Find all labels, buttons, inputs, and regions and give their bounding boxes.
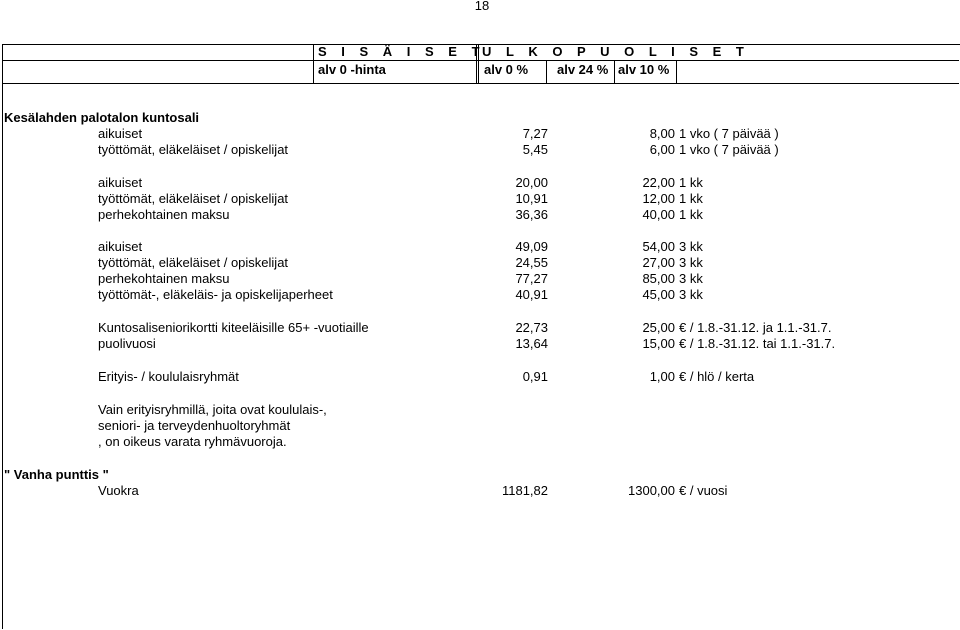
row-label: työttömät-, eläkeläis- ja opiskelijaperheet: [98, 287, 333, 302]
header-rule: [2, 60, 959, 61]
row-label: perhekohtainen maksu: [98, 271, 230, 286]
row-label: Vuokra: [98, 483, 139, 498]
price-alv: 12,00: [642, 191, 675, 206]
row-unit: € / 1.8.-31.12. tai 1.1.-31.7.: [679, 336, 836, 351]
col-divider: [614, 60, 615, 83]
section-title: " Vanha punttis ": [4, 467, 109, 482]
price-row: [0, 320, 960, 336]
section-title: Kesälahden palotalon kuntosali: [4, 110, 200, 125]
price-alv0: 22,73: [515, 320, 548, 335]
price-alv: 22,00: [642, 175, 675, 190]
row-unit: 3 kk: [679, 239, 703, 254]
price-alv0: 20,00: [515, 175, 548, 190]
note-line: , on oikeus varata ryhmävuoroja.: [98, 434, 287, 449]
row-unit: 1 kk: [679, 175, 703, 190]
price-row: [0, 369, 960, 385]
price-row: [0, 336, 960, 352]
price-row: [0, 175, 960, 191]
price-row: [0, 207, 960, 223]
row-unit: 1 kk: [679, 207, 703, 222]
price-alv0: 5,45: [522, 142, 548, 157]
price-alv: 54,00: [642, 239, 675, 254]
row-unit: 3 kk: [679, 271, 703, 286]
row-label: Kuntosaliseniorikortti kiteeläisille 65+ -vuotiaille: [98, 320, 369, 335]
header-rule: [2, 83, 959, 84]
price-alv0: 24,55: [515, 255, 548, 270]
col-divider: [546, 60, 547, 83]
price-alv0: 0,91: [522, 369, 548, 384]
row-label: aikuiset: [98, 239, 143, 254]
price-alv: 8,00: [649, 126, 675, 141]
row-unit: € / vuosi: [679, 483, 728, 498]
price-row: [0, 255, 960, 271]
row-unit: € / hlö / kerta: [679, 369, 755, 384]
price-row: [0, 483, 960, 499]
price-alv0: 7,27: [522, 126, 548, 141]
price-alv: 25,00: [642, 320, 675, 335]
note-line: seniori- ja terveydenhuoltoryhmät: [98, 418, 291, 433]
row-label: perhekohtainen maksu: [98, 207, 230, 222]
note-line: Vain erityisryhmillä, joita ovat koululais-,: [98, 402, 327, 417]
price-row: [0, 126, 960, 142]
row-label: aikuiset: [98, 126, 143, 141]
price-row: [0, 271, 960, 287]
price-alv: 6,00: [649, 142, 675, 157]
price-alv: 85,00: [642, 271, 675, 286]
row-unit: 1 vko ( 7 päivää ): [679, 126, 779, 141]
row-label: työttömät, eläkeläiset / opiskelijat: [98, 255, 289, 270]
price-alv0: 1181,82: [501, 483, 548, 498]
row-unit: 3 kk: [679, 287, 703, 302]
price-row: [0, 287, 960, 303]
price-alv0: 13,64: [515, 336, 548, 351]
price-alv0: 77,27: [515, 271, 548, 286]
row-label: aikuiset: [98, 175, 143, 190]
row-unit: 3 kk: [679, 255, 703, 270]
price-alv: 1300,00: [628, 483, 675, 498]
price-alv0: 36,36: [515, 207, 548, 222]
row-unit: 1 kk: [679, 191, 703, 206]
price-row: [0, 191, 960, 207]
row-label: työttömät, eläkeläiset / opiskelijat: [98, 191, 289, 206]
header-col-alv0-hinta: alv 0 -hinta: [318, 62, 386, 77]
price-alv0: 10,91: [515, 191, 548, 206]
col-divider: [676, 60, 677, 83]
price-row: [0, 142, 960, 158]
header-external-title: U L K O P U O L I S E T: [482, 44, 750, 59]
price-alv: 40,00: [642, 207, 675, 222]
header-col-alv10: alv 10 %: [618, 62, 670, 77]
price-alv: 45,00: [642, 287, 675, 302]
price-alv0: 49,09: [515, 239, 548, 254]
row-label: työttömät, eläkeläiset / opiskelijat: [98, 142, 289, 157]
header-col-alv24: alv 24 %: [557, 62, 609, 77]
price-alv: 1,00: [649, 369, 675, 384]
row-unit: 1 vko ( 7 päivää ): [679, 142, 779, 157]
row-unit: € / 1.8.-31.12. ja 1.1.-31.7.: [679, 320, 832, 335]
header-divider: [313, 44, 314, 84]
header-col-alv0: alv 0 %: [484, 62, 529, 77]
row-label: Erityis- / koululaisryhmät: [98, 369, 239, 384]
header-internal-title: S I S Ä I S E T: [318, 44, 486, 59]
page-number: 18: [474, 0, 490, 13]
price-alv: 15,00: [642, 336, 675, 351]
row-label: puolivuosi: [98, 336, 156, 351]
price-alv0: 40,91: [515, 287, 548, 302]
price-row: [0, 239, 960, 255]
price-alv: 27,00: [642, 255, 675, 270]
